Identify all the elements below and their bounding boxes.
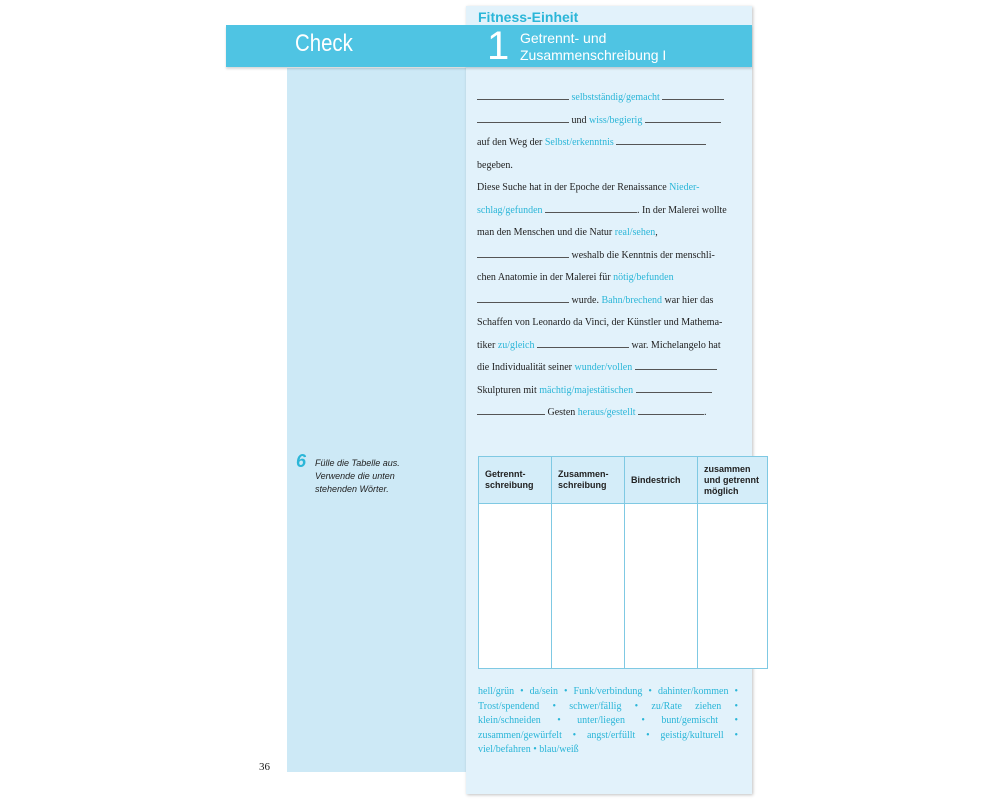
word-to-analyze: wunder/vollen: [574, 362, 633, 373]
table-header-line: Bindestrich: [631, 474, 681, 485]
text-segment: die Individualität seiner: [477, 362, 575, 373]
word-to-analyze: Bahn/brechend: [601, 294, 663, 306]
text-line: [477, 132, 739, 155]
fill-in-blank[interactable]: [477, 90, 569, 100]
text-segment: Gesten: [545, 407, 578, 418]
text-segment: auf den Weg der: [477, 137, 545, 148]
exercise-text: [477, 87, 739, 425]
table-header-line: möglich: [704, 485, 739, 496]
text-segment: Schaffen von Leonardo da Vinci, der Künstler und Mathema-: [477, 317, 723, 328]
word-to-analyze: schlag/gefunden: [477, 204, 543, 216]
text-line: [477, 335, 739, 358]
fill-in-blank[interactable]: [635, 360, 717, 370]
text-line: [477, 177, 739, 200]
table-header-line: schreibung: [485, 480, 534, 490]
table-header: [625, 457, 698, 504]
text-segment: war. Michelangelo hat: [628, 339, 721, 351]
task-instruction-line: Fülle die Tabelle aus.: [315, 458, 400, 468]
text-segment: weshalb die Kenntnis der menschli-: [569, 249, 715, 261]
fill-in-blank[interactable]: [662, 90, 724, 100]
word-to-analyze: mächtig/majestätischen: [539, 384, 634, 396]
fill-in-blank[interactable]: [537, 338, 629, 348]
fill-in-blank[interactable]: [477, 248, 569, 258]
text-line: [477, 357, 739, 380]
task-number: 6: [296, 451, 307, 471]
task-instruction-line: stehenden Wörter.: [315, 484, 389, 494]
text-segment: war hier das: [662, 294, 714, 306]
text-line: [477, 200, 739, 223]
text-line: [477, 222, 739, 245]
text-line: [477, 312, 739, 335]
word-to-analyze: heraus/gestellt: [577, 407, 636, 418]
text-segment: Skulpturen mit: [477, 384, 540, 396]
table-header: [479, 457, 552, 504]
word-to-analyze: zu/gleich: [497, 339, 535, 351]
word-bank: hell/grün • da/sein • Funk/verbindung • dahinter/kommen • Trost/spendend • schwer/fällig • zu/Rate ziehen • klein/schneiden • unter/liegen • bunt/gemischt • zusammen/gewürfelt • angst/erfüllt • geistig/kulturell • viel/befahren • blau/weiß: [478, 686, 738, 755]
text-segment: ,: [655, 227, 658, 238]
task-instruction: [315, 457, 460, 496]
text-line: [477, 245, 739, 268]
fill-in-blank[interactable]: [545, 203, 637, 213]
text-segment: und: [569, 114, 589, 126]
table-answer-cell[interactable]: [479, 504, 552, 668]
text-segment: .: [704, 407, 707, 418]
text-segment: . In der Malerei wollte: [637, 204, 727, 216]
fill-in-blank[interactable]: [477, 405, 545, 415]
section-label: Fitness-Einheit: [478, 9, 579, 25]
table-header-line: Zusammen-: [558, 469, 609, 479]
text-line: [477, 402, 739, 425]
text-line: [477, 87, 739, 110]
text-line: [477, 290, 739, 313]
fill-in-blank[interactable]: [477, 113, 569, 123]
text-segment: man den Menschen und die Natur: [477, 227, 615, 238]
word-to-analyze: Selbst/erkenntnis: [544, 137, 614, 148]
table-answer-cell[interactable]: [625, 504, 698, 668]
word-to-analyze: wiss/begierig: [589, 114, 643, 126]
fill-in-blank[interactable]: [636, 383, 712, 393]
unit-number: 1: [487, 24, 510, 68]
table-header-line: schreibung: [558, 480, 607, 490]
text-segment: Diese Suche hat in der Epoche der Renaissance: [477, 182, 670, 193]
answer-table: [478, 456, 768, 669]
left-margin-panel: [287, 68, 468, 772]
table-answer-cell[interactable]: [698, 504, 767, 668]
fill-in-blank[interactable]: [477, 293, 569, 303]
page-title: Check: [295, 30, 353, 57]
table-header: [552, 457, 625, 504]
text-segment: wurde.: [569, 294, 602, 306]
text-line: [477, 110, 739, 133]
fill-in-blank[interactable]: [638, 405, 704, 415]
word-to-analyze: Nieder-: [669, 182, 700, 193]
unit-title-line: Zusammenschreibung I: [520, 47, 667, 63]
text-segment: chen Anatomie in der Malerei für: [477, 272, 614, 283]
unit-title: [520, 30, 750, 64]
text-line: [477, 155, 739, 178]
fill-in-blank[interactable]: [645, 113, 721, 123]
word-to-analyze: real/sehen: [614, 227, 656, 238]
table-header-line: zusammen: [704, 463, 751, 474]
table-header: [698, 457, 767, 504]
table-answer-cell[interactable]: [552, 504, 625, 668]
fill-in-blank[interactable]: [616, 135, 706, 145]
text-segment: tiker: [477, 339, 498, 351]
word-to-analyze: nötig/befunden: [613, 272, 674, 283]
page-number: 36: [259, 761, 270, 773]
text-segment: begeben.: [477, 159, 513, 171]
table-header-line: Getrennt-: [485, 469, 526, 479]
text-line: [477, 267, 739, 290]
text-line: [477, 380, 739, 403]
word-to-analyze: selbstständig/gemacht: [571, 92, 660, 103]
task-instruction-line: Verwende die unten: [315, 471, 395, 481]
table-header-line: und getrennt: [704, 474, 759, 485]
unit-title-line: Getrennt- und: [520, 30, 607, 46]
